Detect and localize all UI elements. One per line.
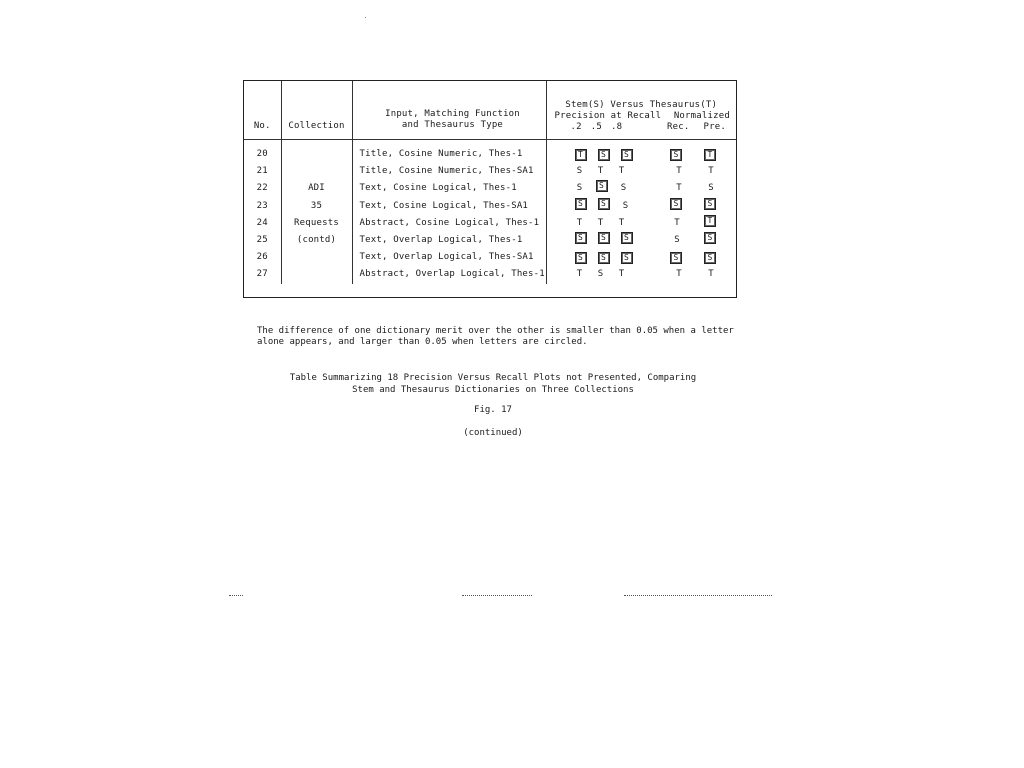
bottom-rule-right (624, 595, 772, 596)
mark-precision-at-2: T (576, 269, 583, 280)
header-subtitles (547, 111, 737, 122)
mark-precision-at-2: S (575, 198, 587, 210)
row-number: 20 (256, 149, 268, 160)
row-input: Abstract, Overlap Logical, Thes-1 (352, 266, 546, 283)
row-comparison-marks (546, 163, 736, 180)
mark-normalized-recall: T (674, 217, 680, 228)
table-caption (243, 372, 743, 396)
mark-precision-at-5: S (598, 198, 610, 210)
figure-label: Fig. 17 (474, 405, 512, 415)
mark-normalized-recall: S (670, 149, 682, 161)
row-number: 22 (256, 183, 268, 194)
header-normalized-label: Normalized (673, 111, 730, 121)
header-stem-title: Stem(S) Versus Thesaurus(T) (565, 100, 718, 110)
mark-normalized-precision: S (704, 252, 716, 264)
mark-precision-at-2: S (576, 166, 583, 177)
mark-normalized-recall: T (676, 183, 682, 194)
header-input-line1: Input, Matching Function (385, 109, 520, 119)
row-collection: Requests (281, 215, 352, 232)
row-comparison-marks (546, 215, 736, 232)
scan-speck (365, 17, 366, 18)
table-header-row (244, 81, 736, 140)
footnote (257, 326, 747, 348)
header-no: No. (244, 81, 281, 140)
table-row (244, 232, 736, 249)
row-input: Title, Cosine Numeric, Thes-SA1 (352, 163, 546, 180)
row-comparison-marks (546, 249, 736, 266)
row-comparison-marks (546, 180, 736, 197)
row-number: 23 (256, 200, 268, 211)
mark-normalized-precision: T (708, 269, 714, 280)
header-recall-2: .2 (570, 122, 582, 132)
header-comparison (546, 81, 736, 140)
row-input: Text, Cosine Logical, Thes-SA1 (352, 198, 546, 215)
table-row (244, 249, 736, 266)
row-input: Text, Overlap Logical, Thes-1 (352, 232, 546, 249)
mark-precision-at-2: S (575, 232, 587, 244)
bottom-rule-left (229, 595, 243, 596)
mark-precision-at-2: S (576, 183, 583, 194)
header-subcolumns (547, 122, 737, 133)
mark-normalized-precision: S (704, 232, 716, 244)
mark-normalized-recall: T (676, 269, 682, 280)
mark-precision-at-8: T (618, 269, 625, 280)
header-input (352, 81, 546, 140)
mark-normalized-precision: S (704, 198, 716, 210)
row-collection: 35 (281, 198, 352, 215)
row-collection (281, 266, 352, 283)
row-collection (281, 163, 352, 180)
mark-precision-at-8: S (621, 232, 633, 244)
row-number: 27 (256, 269, 268, 280)
row-collection (281, 249, 352, 266)
mark-precision-at-2: T (575, 149, 587, 161)
footnote-line2: alone appears, and larger than 0.05 when letters are circled. (257, 337, 588, 347)
header-recall-5: .5 (590, 122, 602, 132)
mark-precision-at-8: S (621, 252, 633, 264)
row-collection (281, 140, 352, 164)
mark-precision-at-8: T (618, 217, 625, 228)
table-row (244, 215, 736, 232)
table-row (244, 266, 736, 283)
bottom-rule-middle (462, 595, 532, 596)
mark-precision-at-2: T (576, 217, 583, 228)
mark-precision-at-5: S (598, 252, 610, 264)
mark-precision-at-8: S (621, 149, 633, 161)
mark-normalized-recall: S (670, 198, 682, 210)
row-collection: ADI (281, 180, 352, 197)
table-row (244, 140, 736, 164)
row-comparison-marks (546, 140, 736, 164)
table-row (244, 163, 736, 180)
row-input: Text, Overlap Logical, Thes-SA1 (352, 249, 546, 266)
mark-normalized-recall: S (674, 235, 680, 246)
row-number: 25 (256, 235, 268, 246)
mark-precision-at-5: T (597, 217, 604, 228)
row-input: Abstract, Cosine Logical, Thes-1 (352, 215, 546, 232)
summary-table-grid (244, 81, 736, 284)
table-body (244, 140, 736, 284)
mark-normalized-recall: S (670, 252, 682, 264)
row-comparison-marks (546, 198, 736, 215)
mark-precision-at-2: S (575, 252, 587, 264)
mark-precision-at-8: T (618, 166, 625, 177)
mark-precision-at-5: S (598, 149, 610, 161)
row-number: 24 (256, 217, 268, 228)
header-collection: Collection (281, 81, 352, 140)
row-number: 26 (256, 252, 268, 263)
row-input: Text, Cosine Logical, Thes-1 (352, 180, 546, 197)
mark-precision-at-5: S (598, 232, 610, 244)
header-input-line2: and Thesaurus Type (401, 120, 504, 130)
row-collection: (contd) (281, 232, 352, 249)
row-input: Title, Cosine Numeric, Thes-1 (352, 140, 546, 164)
caption-line2: Stem and Thesaurus Dictionaries on Three Collections (352, 385, 634, 395)
mark-normalized-precision: T (704, 215, 716, 227)
summary-table (243, 80, 737, 298)
mark-normalized-precision: S (708, 183, 714, 194)
mark-normalized-recall: T (676, 166, 682, 177)
header-norm-rec: Rec. (667, 122, 690, 132)
caption-line1: Table Summarizing 18 Precision Versus Recall Plots not Presented, Comparing (289, 373, 697, 383)
mark-precision-at-8: S (620, 183, 627, 194)
header-norm-pre: Pre. (703, 122, 726, 132)
header-recall-8: .8 (611, 122, 623, 132)
header-precision-label: Precision at Recall (554, 111, 662, 121)
mark-precision-at-5: T (597, 166, 604, 177)
row-comparison-marks (546, 232, 736, 249)
mark-normalized-precision: T (708, 166, 714, 177)
continued-label: (continued) (463, 428, 523, 438)
table-row (244, 180, 736, 197)
mark-precision-at-5: S (596, 180, 608, 192)
mark-precision-at-5: S (597, 269, 604, 280)
footnote-line1: The difference of one dictionary merit over the other is smaller than 0.05 when a letter (257, 326, 734, 336)
row-comparison-marks (546, 266, 736, 283)
table-row (244, 198, 736, 215)
mark-precision-at-8: S (622, 200, 629, 211)
mark-normalized-precision: T (704, 149, 716, 161)
row-number: 21 (256, 166, 268, 177)
